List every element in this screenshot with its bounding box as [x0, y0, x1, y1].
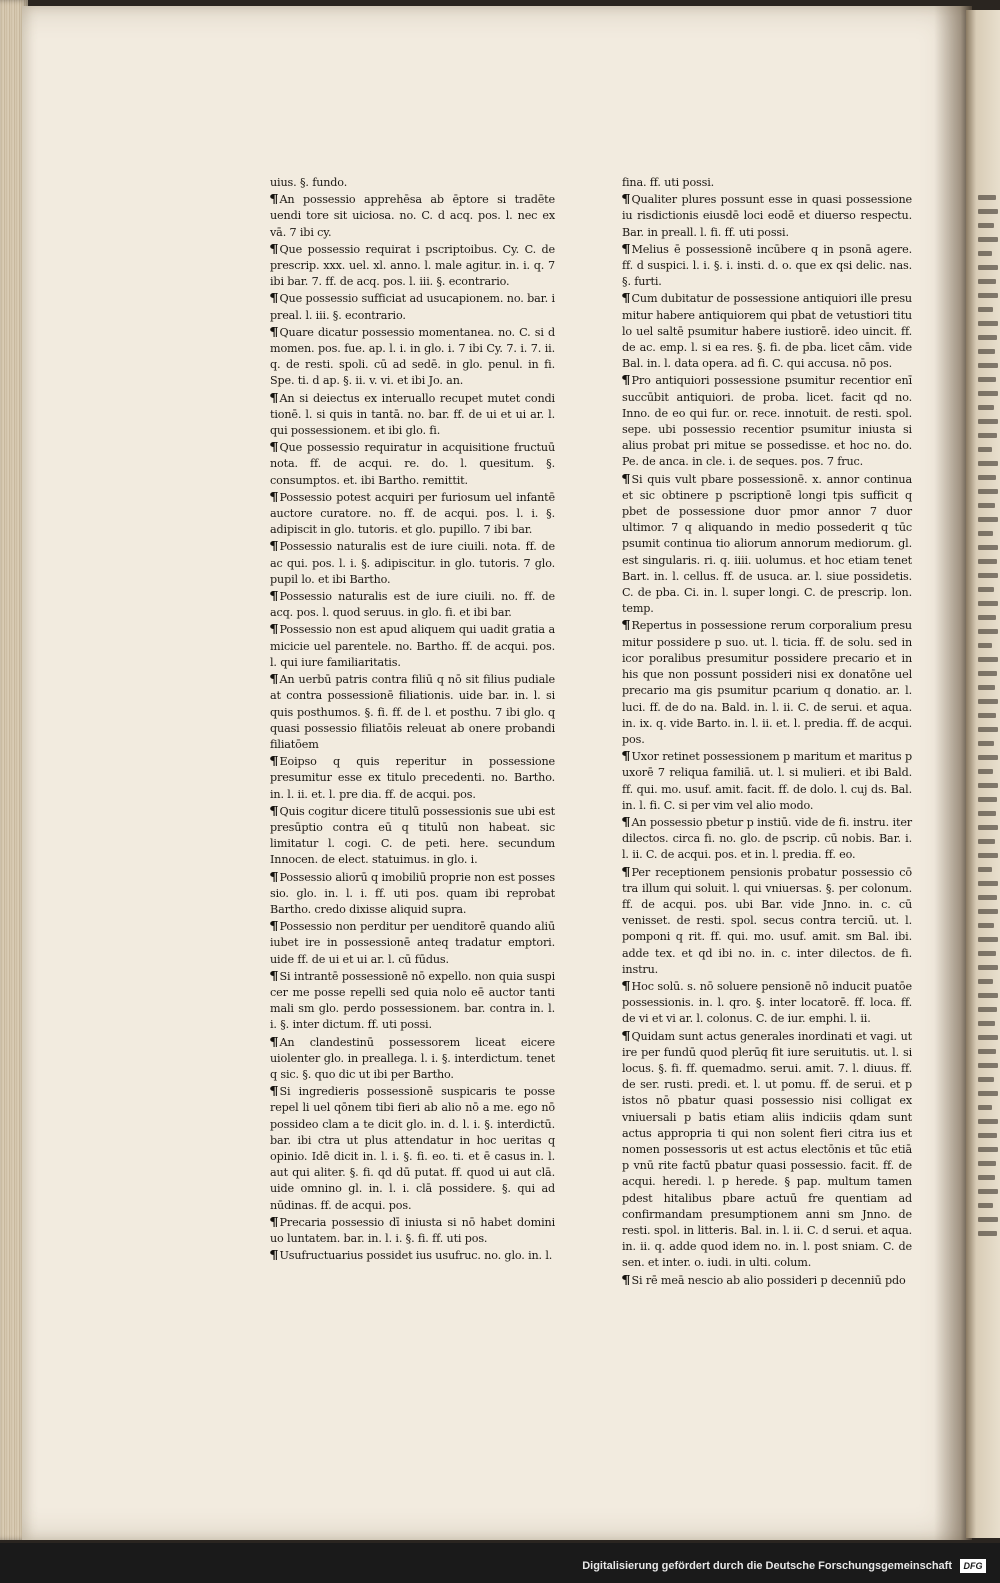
gloss-text: Que possessio requiratur in acquisitione fructuū nota. ff. de acqui. re. do. l. quesitum. §. consumptos. et. ibi Bartho. remittit.	[270, 441, 555, 487]
gloss-entry	[270, 869, 555, 919]
paragraph-mark-icon: ¶	[269, 489, 279, 504]
gloss-entry	[270, 390, 555, 440]
gloss-text: Quis cogitur dicere titulū possessionis sue ubi est presūptio contra eū q titulū non habeat. sic limitatur l. cogi. C. de peti. here. secundum Innocen. de elect. statuimus. in glo. i.	[270, 804, 555, 867]
paragraph-mark-icon: ¶	[269, 1084, 279, 1099]
paragraph-mark-icon: ¶	[621, 864, 631, 879]
gloss-text: An uerbū patris contra filiū q nō sit filius pudiale at contra possessionē filiationis. uide bar. in. l. si quis posthumos. §. fi. ff. de l. et posthu. 7 ibi glo. q quasi possessio filiatōis releuat ab onere probandi filiatōem	[270, 673, 555, 751]
gloss-entry	[270, 241, 555, 291]
gloss-entry	[270, 588, 555, 621]
gloss-text: Quare dicatur possessio momentanea. no. C. si d momen. pos. fue. ap. l. i. in glo. i. 7 ibi Cy. 7. i. 7. ii. q. de resti. spoli. cū ad sedē. in glo. penul. in fi. Spe. ti. d ap. §. ii. v. vi. et ibi Jo. an.	[270, 325, 555, 388]
paragraph-mark-icon: ¶	[621, 291, 631, 306]
paragraph-mark-icon: ¶	[269, 1248, 279, 1263]
paragraph-mark-icon: ¶	[621, 618, 631, 633]
paragraph-mark-icon: ¶	[621, 1272, 631, 1287]
gloss-entry	[270, 538, 555, 588]
gloss-entry	[622, 471, 912, 618]
gloss-entry	[622, 372, 912, 470]
gloss-text: An clandestinū possessorem liceat eicere uiolenter glo. in preallega. l. i. §. interdictum. tenet q sic. §. quo dic ut ibi per Bartho.	[270, 1035, 555, 1081]
gloss-entry	[270, 1214, 555, 1247]
gloss-entry	[270, 324, 555, 390]
paragraph-mark-icon: ¶	[269, 390, 279, 405]
paragraph-mark-icon: ¶	[269, 192, 279, 207]
gloss-text: Possessio non est apud aliquem qui uadit gratia a micicie uel parentele. no. Bartho. ff. de acqui. pos. l. qui iure familiaritatis.	[270, 623, 555, 669]
paragraph-mark-icon: ¶	[621, 373, 631, 388]
paragraph-mark-icon: ¶	[269, 1034, 279, 1049]
gloss-text: Possessio non perditur per uenditorē quando aliū iubet ire in possessionē anteq tradatur emptori. uide ff. de ui et ui ar. l. cū fūdus.	[270, 920, 555, 966]
gloss-text: Qualiter plures possunt esse in quasi possessione iu risdictionis eiusdē loci eodē et diuerso respectu. Bar. in preall. l. fi. ff. uti possi.	[622, 193, 912, 239]
gloss-text: Possessio naturalis est de iure ciuili. no. ff. de acq. pos. l. quod seruus. in glo. fi. et ibi bar.	[270, 590, 555, 620]
gloss-text: Melius ē possessionē incūbere q in psonā agere. ff. d suspici. l. i. §. i. insti. d. o. que ex qsi delic. nas. §. furti.	[622, 242, 912, 289]
paragraph-mark-icon: ¶	[621, 1028, 631, 1043]
paragraph-mark-icon: ¶	[269, 589, 279, 604]
gloss-text: Si ingredieris possessionē suspicaris te posse repel li uel qōnem tibi fieri ab alio nō a me. ego nō possideo clam a te dicit glo. in. d. l. i. §. interdictū. bar. ibi ctra ut plus attendatur in hoc ueritas q opinio. Idē dicit in. l. i. §. fi. eo. ti. et ē casus in. l. aut qui aliter. §. fi. qd dū putat. ff. quod ui aut clā. uide omnino gl. in. l. i. clā possidere. §. qui ad nūdinas. ff. de acqui. pos.	[270, 1085, 555, 1212]
gloss-entry	[270, 671, 555, 753]
paragraph-mark-icon: ¶	[621, 978, 631, 993]
gloss-entry	[622, 290, 912, 372]
gloss-entry	[270, 191, 555, 241]
gloss-entry	[270, 803, 555, 869]
gloss-entry	[270, 918, 555, 968]
gloss-entry	[270, 621, 555, 671]
funding-credit: Digitalisierung gefördert durch die Deutsche Forschungsgemeinschaft	[582, 1560, 952, 1572]
gloss-text: Si intrantē possessionē nō expello. non quia suspi cer me posse repelli sed quia nolo eē auctor tanti mali sm glo. perdo possessionem. bar. contra in. l. i. §. inter dictum. ff. uti possi.	[270, 969, 555, 1032]
gloss-entry	[622, 191, 912, 241]
gloss-entry	[270, 1247, 555, 1264]
gloss-entry	[622, 864, 912, 978]
gloss-text: Hoc solū. s. nō soluere pensionē nō inducit puatōe possessionis. in. l. qro. §. inter locatorē. ff. loca. ff. de vi et vi ar. l. colonus. C. de iur. emphi. l. ii.	[622, 979, 912, 1026]
paragraph-mark-icon: ¶	[269, 968, 279, 983]
paragraph-mark-icon: ¶	[269, 622, 279, 637]
paragraph-mark-icon: ¶	[269, 869, 279, 884]
paragraph-mark-icon: ¶	[269, 539, 279, 554]
paragraph-mark-icon: ¶	[269, 1214, 279, 1229]
paragraph-mark-icon: ¶	[269, 672, 279, 687]
gloss-text: Repertus in possessione rerum corporalium presu mitur possidere p suo. ut. l. ticia. ff. de solu. sed in icor poralibus presumitur possidere precario et in his que non possunt possideri nisi ex donatōne uel precario ma gis psumitur pcarium q donatio. ar. l. luci. ff. de do na. Bald. in. l. ii. C. de serui. et aqua. in. ix. q. vide Barto. in. l. ii. et. l. predia. ff. de acqui. pos.	[622, 619, 912, 746]
gloss-entry	[622, 748, 912, 814]
gloss-entry	[622, 1272, 912, 1289]
paragraph-mark-icon: ¶	[269, 324, 279, 339]
paragraph-mark-icon: ¶	[269, 803, 279, 818]
gloss-entry	[622, 241, 912, 291]
gloss-text: Possessio potest acquiri per furiosum uel infantē auctore curatore. no. ff. de acqui. pos. l. i. §. adipiscit in glo. tutoris. et glo. pupillo. 7 ibi bar.	[270, 490, 555, 537]
gloss-entry	[270, 175, 555, 191]
paragraph-mark-icon: ¶	[269, 440, 279, 455]
gloss-entry	[270, 753, 555, 803]
gloss-entry	[622, 1028, 912, 1272]
gloss-text: An possessio pbetur p instiū. vide de fi. instru. iter dilectos. circa fi. no. glo. de pscrip. cū nobis. Bar. i. l. ii. C. de acqui. pos. et in. l. predia. ff. eo.	[622, 815, 912, 862]
gloss-text: Quidam sunt actus generales inordinati et vagi. ut ire per fundū quod plerūq fit iure seruitutis. ut. l. si locus. §. fi. ff. quemadmo. serui. amit. 7. l. diuus. ff. de ser. rusti. predi. et. l. ut pomu. ff. de serui. et p istos nō pbatur quasi possessio nisi colligat ex vniuersali p batis etiam aliis indiciis qdam sunt actus appropria ti qui non solent fieri citra ius et nomen possessoris ut est actus electōnis et tūc etiā p vnū rite factū pbatur quasi possessio. facit. ff. de acqui. heredi. l. p herede. § pap. multum tamen pdest hitalibus pbare actuū fre quentiam ad confirmandam presumptionem anni sm Jnno. de resti. spol. in litteris. Bal. in. l. ii. C. d serui. et aqua. in. ii. q. adde quod idem no. in. l. post sniam. C. de sen. et inter. o. iudi. in ulti. colum.	[622, 1029, 912, 1270]
facing-page-edge	[966, 10, 1000, 1538]
gloss-entry	[270, 290, 555, 323]
digitization-footer	[0, 1543, 1000, 1583]
gloss-text: Si quis vult pbare possessionē. x. annor continua et sic obtinere p pscriptionē longi tpis sufficit q pbet de possessione duor pmor annor 7 duor ultimor. 7 q aliquando in medio possederit q tūc psumit continua tio aliorum annorum mediorum. gl. est singularis. ri. q. iiii. uolumus. et hoc etiam tenet Bart. in. l. cellus. ff. de usuca. ar. l. siue possidetis. C. de pba. Ci. in. l. super longi. C. de prescrip. lon. temp.	[622, 472, 912, 616]
gloss-text: Per receptionem pensionis probatur possessio cō tra illum qui soluit. l. qui vniuersas. §. per colonum. ff. de acqui. pos. ubi Bar. vide Jnno. in. c. cū venisset. de resti. spol. secus contra terciū. ut. l. pomponi q rit. ff. qui. mo. usuf. amit. sm Bal. ibi. adde tex. et qd ibi no. in. c. inter dilectos. de fi. instru.	[622, 865, 912, 976]
gloss-text: Usufructuarius possidet ius usufruc. no. glo. in. l.	[279, 1249, 553, 1263]
gloss-text: An possessio apprehēsa ab ēptore si tradēte uendi tore sit uiciosa. no. C. d acq. pos. l. nec ex vā. 7 ibi cy.	[270, 193, 555, 239]
paragraph-mark-icon: ¶	[621, 814, 631, 829]
paragraph-mark-icon: ¶	[621, 749, 631, 764]
gloss-text: Si rē meā nescio ab alio possideri p decenniū pdo	[631, 1273, 906, 1287]
gloss-entry	[622, 617, 912, 748]
gloss-text: Possessio naturalis est de iure ciuili. nota. ff. de ac qui. pos. l. i. §. adipiscitur. in glo. tutoris. 7 glo. pupil lo. et ibi Bartho.	[270, 540, 555, 586]
paragraph-mark-icon: ¶	[269, 754, 279, 769]
paragraph-mark-icon: ¶	[269, 291, 279, 306]
gloss-text: Uxor retinet possessionem p maritum et maritus p uxorē 7 reliqua familiā. ut. l. si mulieri. et ibi Bald. ff. qui. mo. usuf. amit. facit. ff. de dolo. l. cuj ds. Bal. in. l. fi. C. si per vim vel alio modo.	[622, 750, 912, 812]
paragraph-mark-icon: ¶	[269, 241, 279, 256]
gloss-entry	[622, 175, 912, 191]
gloss-text: Possessio aliorū q imobiliū proprie non est posses sio. glo. in. l. i. ff. uti pos. quam ibi reprobat Bartho. credo dixisse aliquid supra.	[270, 870, 555, 916]
gloss-entry	[622, 978, 912, 1028]
gloss-text: Cum dubitatur de possessione antiquiori ille presu mitur habere antiquiorem qui pbat de vetustiori titu lo uel saltē psumitur habere iustiorē. ideo uincit. ff. de ac. emp. l. si ea res. §. fi. de pba. licet cām. vide Bal. in. l. data opera. ad fi. C. qui accusa. nō pos.	[622, 292, 912, 371]
gloss-entry	[270, 1083, 555, 1214]
paragraph-mark-icon: ¶	[621, 241, 631, 256]
left-text-column	[270, 175, 555, 1264]
gloss-text: Precaria possessio dī iniusta si nō habet domini uo luntatem. bar. in. l. i. §. fi. ff. uti pos.	[270, 1215, 555, 1245]
paragraph-mark-icon: ¶	[621, 471, 631, 486]
dfg-logo-icon: DFG	[960, 1559, 986, 1573]
gloss-entry	[622, 814, 912, 864]
gloss-entry	[270, 439, 555, 489]
gloss-text: An si deiectus ex interuallo recupet mutet condi tionē. l. si quis in tantā. no. bar. ff. de ui et ui ar. l. qui possessionem. et ibi glo. fi.	[270, 391, 555, 438]
gloss-text: fina. ff. uti possi.	[622, 176, 715, 189]
paragraph-mark-icon: ¶	[269, 919, 279, 934]
paragraph-mark-icon: ¶	[621, 192, 631, 207]
gloss-text: Pro antiquiori possessione psumitur recentior enī succūbit antiquiori. de proba. licet. facit qd no. Inno. de eo qui fur. or. rece. innotuit. de resti. spol. sepe. ubi possessio recentior psumitur iniusta si alius probat pri mitue se possedisse. et hoc no. do. Pe. de anca. in cle. i. de seques. pos. 7 fruc.	[622, 374, 912, 469]
gloss-text: Eoipso q quis reperitur in possessione presumitur esse ex titulo precedenti. no. Bartho. in. l. ii. et. l. pre dia. ff. de acqui. pos.	[270, 755, 555, 801]
gloss-text: Que possessio sufficiat ad usucapionem. no. bar. i preal. l. iii. §. econtrario.	[270, 292, 555, 322]
gloss-entry	[270, 489, 555, 539]
gloss-text: uius. §. fundo.	[270, 176, 348, 189]
gloss-entry	[270, 968, 555, 1034]
right-text-column	[622, 175, 912, 1289]
gloss-text: Que possessio requirat i pscriptoibus. Cy. C. de prescrip. xxx. uel. xl. anno. l. male agitur. in. i. q. 7 ibi bar. 7. ff. de acq. pos. l. iii. §. econtrario.	[270, 242, 555, 289]
gloss-entry	[270, 1034, 555, 1084]
